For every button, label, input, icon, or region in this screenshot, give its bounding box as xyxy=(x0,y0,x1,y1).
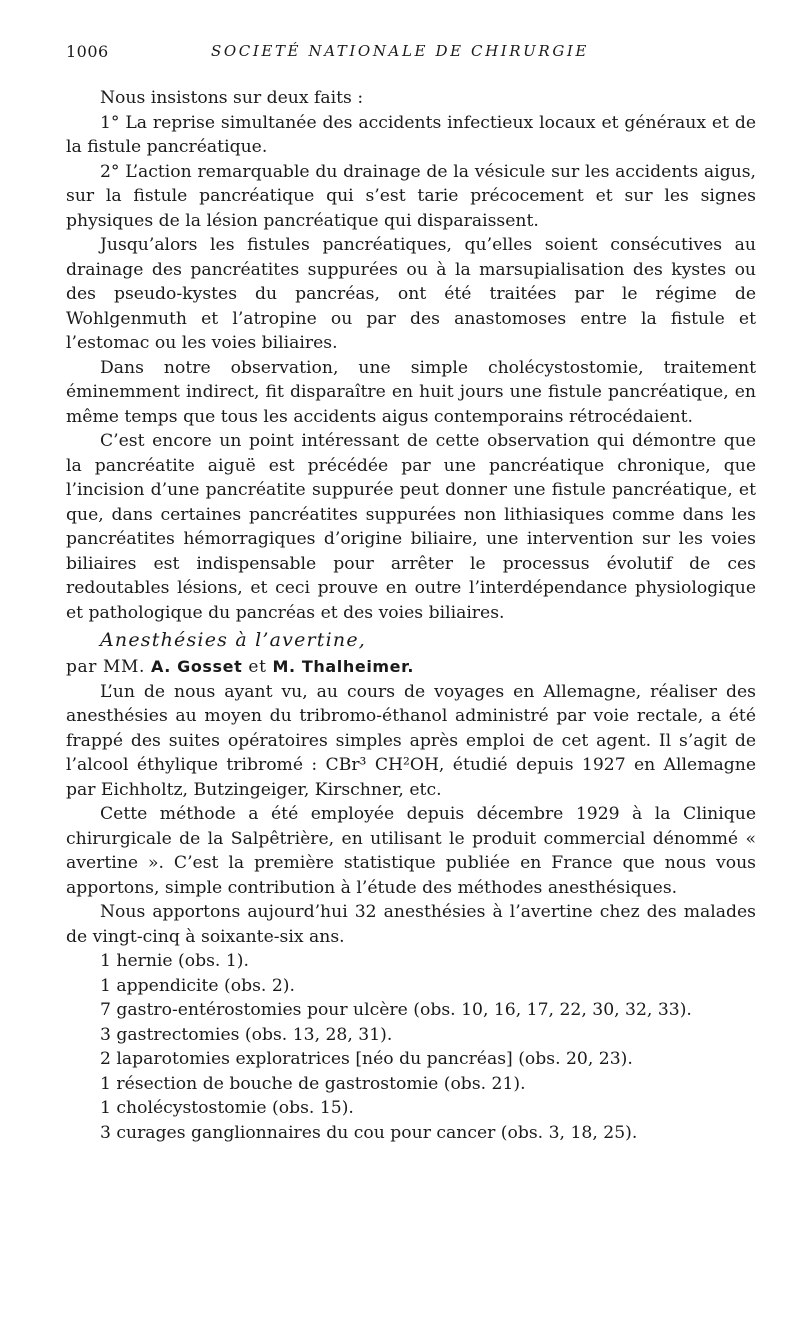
article-title: Anesthésies à l’avertine, xyxy=(100,629,367,651)
body-text xyxy=(66,86,756,1145)
list-item: 1 hernie (obs. 1). xyxy=(100,951,249,971)
page-number: 1006 xyxy=(66,42,109,61)
list-item: 1 résection de bouche de gastrostomie (obs. 21). xyxy=(100,1073,526,1094)
paragraph: 1° La reprise simultanée des accidents infectieux locaux et généraux et de la fistule pancréatique. xyxy=(66,112,756,157)
author-name: A. Gosset xyxy=(150,657,243,676)
paragraph: Jusqu’alors les fistules pancréatiques, qu’elles soient consécutives au drainage des pancréatites suppurées ou à la marsupialisation des kystes ou des pseudo-kystes du pancréas, ont été traitées par le régime de Wohlgenmuth et l’atropine ou par des anastomoses entre la fistule et l’estomac ou les voies biliaires. xyxy=(66,235,756,353)
list-item: 3 gastrectomies (obs. 13, 28, 31). xyxy=(100,1024,393,1045)
article-byline xyxy=(66,655,756,680)
list-item: 1 appendicite (obs. 2). xyxy=(100,975,295,996)
paragraph: Nous apportons aujourd’hui 32 anesthésies à l’avertine chez des malades de vingt-cinq à soixante-six ans. xyxy=(66,902,756,947)
paragraph: 2° L’action remarquable du drainage de la vésicule sur les accidents aigus, sur la fistule pancréatique qui s’est tarie précocement et sur les signes physiques de la lésion pancréatique qui disparaissent. xyxy=(66,161,756,231)
paragraph: Dans notre observation, une simple cholécystostomie, traitement éminemment indirect, fit disparaître en huit jours une fistule pancréatique, en même temps que tous les accidents aigus contemporains rétrocédaient. xyxy=(66,357,756,427)
paragraph: L’un de nous ayant vu, au cours de voyages en Allemagne, réaliser des anesthésies au moyen du tribromo-éthanol administré par voie rectale, a été frappé des suites opératoires simples après emploi de cet agent. Il s’agit de l’alcool éthylique tribromé : CBr³ CH²OH, étudié depuis 1927 en Allemagne par Eichholtz, Butzingeiger, Kirschner, etc. xyxy=(66,681,756,800)
paragraph: Cette méthode a été employée depuis décembre 1929 à la Clinique chirurgicale de la Salpêtrière, en utilisant le produit commercial dénommé « avertine ». C’est la première statistique publiée en France que nous vous apportons, simple contribution à l’étude des méthodes anesthésiques. xyxy=(66,804,756,898)
paragraph: Nous insistons sur deux faits : xyxy=(100,88,364,108)
list-item: 3 curages ganglionnaires du cou pour cancer (obs. 3, 18, 25). xyxy=(100,1122,638,1143)
running-head: SOCIETÉ NATIONALE DE CHIRURGIE xyxy=(211,42,589,60)
list-item: 2 laparotomies exploratrices [néo du pancréas] (obs. 20, 23). xyxy=(100,1049,633,1069)
page-header xyxy=(0,42,800,66)
byline-prefix: par MM. xyxy=(66,657,145,677)
list-item: 1 cholécystostomie (obs. 15). xyxy=(100,1098,354,1118)
list-item: 7 gastro-entérostomies pour ulcère (obs. 10, 16, 17, 22, 30, 32, 33). xyxy=(100,1000,692,1020)
paragraph: C’est encore un point intéressant de cette observation qui démontre que la pancréatite aiguë est précédée par une pancréatique chronique, que l’incision d’une pancréatite suppurée peut donner une fistule pancréatique, et que, dans certaines pancréatites suppurées non lithiasiques comme dans les pancréatites hémorragiques d’origine biliaire, une intervention sur les voies biliaires est indispensable pour arrêter le processus évolutif de ces redoutables lésions, et ceci prouve en outre l’interdépendance physiologique et pathologique du pancréas et des voies biliaires. xyxy=(66,431,756,623)
byline-conjunction: et xyxy=(248,657,267,677)
author-name: M. Thalheimer. xyxy=(272,657,415,676)
